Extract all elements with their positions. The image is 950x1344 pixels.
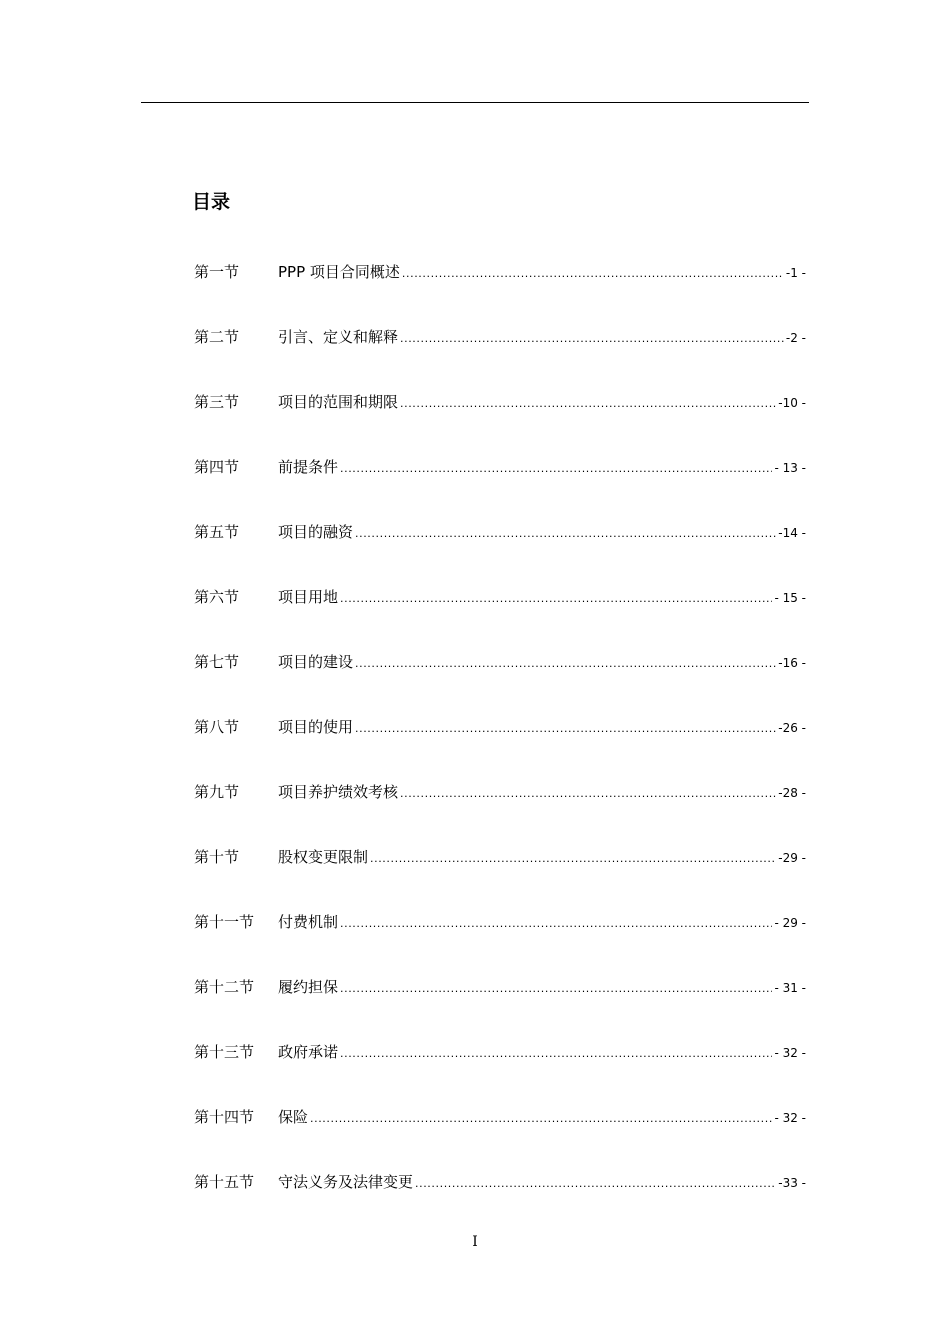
toc-entry[interactable] [194,1038,806,1062]
toc-entry[interactable] [194,843,806,867]
toc-entry[interactable] [194,518,806,542]
toc-section-number: 第八节 [194,718,240,736]
toc-page-number: -10 - [778,396,806,410]
dot-leader [310,1111,772,1127]
toc-entry-title: 政府承诺 [278,1043,339,1061]
dot-leader [402,266,784,282]
toc-page-number: -16 - [778,656,806,670]
toc-entry[interactable] [194,583,806,607]
dot-leader [340,461,772,477]
toc-section-number: 第十二节 [194,978,255,996]
toc-entry[interactable] [194,1168,806,1192]
toc-entry[interactable] [194,973,806,997]
toc-entry-title: 项目的建设 [278,653,354,671]
toc-entry-title: 引言、定义和解释 [278,328,399,346]
dot-leader [355,526,776,542]
dot-leader [340,981,772,997]
toc-page-number: -26 - [778,721,806,735]
toc-entry[interactable] [194,258,806,282]
toc-entry[interactable] [194,1103,806,1127]
toc-section-number: 第六节 [194,588,240,606]
toc-section-number: 第四节 [194,458,240,476]
toc-page-number: -28 - [778,786,806,800]
toc-entry[interactable] [194,388,806,412]
toc-entry-title: 股权变更限制 [278,848,369,866]
toc-title: 目录 [192,191,231,213]
toc-page-number: -33 - [778,1176,806,1190]
toc-section-number: 第七节 [194,653,240,671]
page-number: I [472,1234,478,1250]
toc-page-number: -1 - [785,266,806,280]
toc-section-number: 第三节 [194,393,240,411]
toc-page-number: - 13 - [774,461,806,475]
dot-leader [400,396,776,412]
dot-leader [355,656,776,672]
toc-section-number: 第九节 [194,783,240,801]
toc-page-number: - 32 - [774,1111,806,1125]
toc-section-number: 第十一节 [194,913,255,931]
toc-page-number: - 31 - [774,981,806,995]
toc-page-number: -2 - [785,331,806,345]
toc-section-number: 第十四节 [194,1108,255,1126]
toc-entry[interactable] [194,908,806,932]
toc-entry-title: 项目的范围和期限 [278,393,399,411]
toc-entry-title: PPP 项目合同概述 [278,263,400,281]
dot-leader [340,591,772,607]
dot-leader [370,851,776,867]
toc-entry-title: 项目养护绩效考核 [278,783,399,801]
toc-entry-title: 守法义务及法律变更 [278,1173,414,1191]
dot-leader [355,721,776,737]
toc-entry-title: 项目的融资 [278,523,354,541]
toc-section-number: 第一节 [194,263,240,281]
toc-section-number: 第十三节 [194,1043,255,1061]
toc-entry-title: 项目用地 [278,588,339,606]
toc-entry[interactable] [194,713,806,737]
dot-leader [400,331,784,347]
toc-page-number: - 29 - [774,916,806,930]
toc-entry-title: 付费机制 [278,913,339,931]
toc-section-number: 第十五节 [194,1173,255,1191]
toc-entry[interactable] [194,648,806,672]
toc-section-number: 第二节 [194,328,240,346]
toc-section-number: 第十节 [194,848,240,866]
header-rule [141,102,809,103]
toc-entry-title: 保险 [278,1108,309,1126]
dot-leader [340,916,772,932]
toc-page-number: - 15 - [774,591,806,605]
toc-entry[interactable] [194,323,806,347]
dot-leader [340,1046,772,1062]
toc-entry[interactable] [194,778,806,802]
toc-page-number: -29 - [778,851,806,865]
toc-entry-title: 前提条件 [278,458,339,476]
toc-page-number: - 32 - [774,1046,806,1060]
toc-entry[interactable] [194,453,806,477]
dot-leader [415,1176,776,1192]
toc-section-number: 第五节 [194,523,240,541]
toc-entry-title: 项目的使用 [278,718,354,736]
dot-leader [400,786,776,802]
toc-entry-title: 履约担保 [278,978,339,996]
toc-page-number: -14 - [778,526,806,540]
